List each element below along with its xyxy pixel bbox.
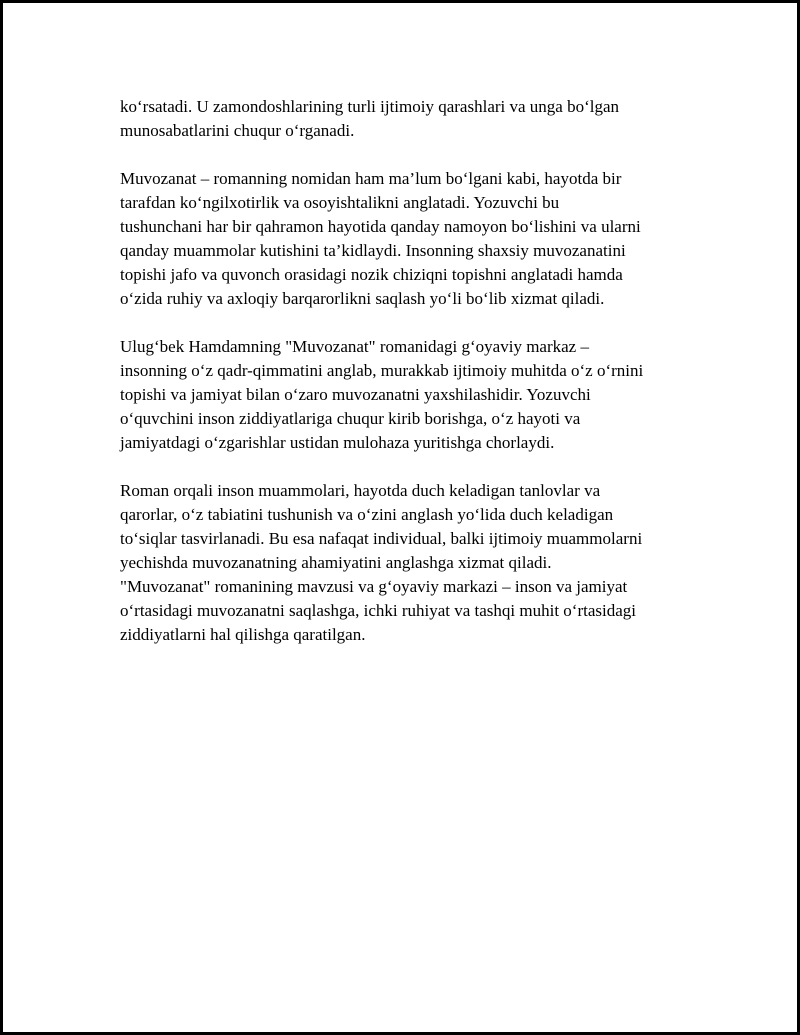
paragraph-2: Muvozanat – romanning nomidan ham ma’lum bo‘lgani kabi, hayotda bir tarafdan ko‘ngilxotirlik va osoyishtalikni anglatadi. Yozuvchi bu tushunchani har bir qahramon hayotida qanday namoyon bo‘lishini va ularni qanday muammolar kutishini ta’kidlaydi. Insonning shaxsiy muvozanatini topishi jafo va quvonch orasidagi nozik chiziqni topishni anglatadi hamda o‘zida ruhiy va axloqiy barqarorlikni saqlash yo‘li bo‘lib xizmat qiladi. bbox=[120, 169, 641, 308]
paragraph-1: ko‘rsatadi. U zamondoshlarining turli ijtimoiy qarashlari va unga bo‘lgan munosabatlarini chuqur o‘rganadi. bbox=[120, 97, 620, 140]
paragraph-4: Roman orqali inson muammolari, hayotda duch keladigan tanlovlar va qarorlar, o‘z tabiatini tushunish va o‘zini anglash yo‘lida duch keladigan to‘siqlar tasvirlanadi. Bu esa nafaqat individual, balki ijtimoiy muammolarni yechishda muvozanatning ahamiyatini anglashga xizmat qiladi. "Muvozanat" romanining mavzusi va g‘oyaviy markazi – inson va jamiyat o‘rtasidagi muvozanatni saqlashga, ichki ruhiyat va tashqi muhit o‘rtasidagi ziddiyatlarni hal qilishga qaratilgan. bbox=[120, 481, 643, 644]
paragraph-3: Ulug‘bek Hamdamning "Muvozanat" romanidagi g‘oyaviy markaz – insonning o‘z qadr-qimmatini anglab, murakkab ijtimoiy muhitda o‘z o‘rnini topishi va jamiyat bilan o‘zaro muvozanatni yaxshilashidir. Yozuvchi o‘quvchini inson ziddiyatlariga chuqur kirib borishga, o‘z hayoti va jamiyatdagi o‘zgarishlar ustidan mulohaza yuritishga chorlaydi. bbox=[120, 337, 644, 452]
document-body bbox=[120, 95, 710, 671]
